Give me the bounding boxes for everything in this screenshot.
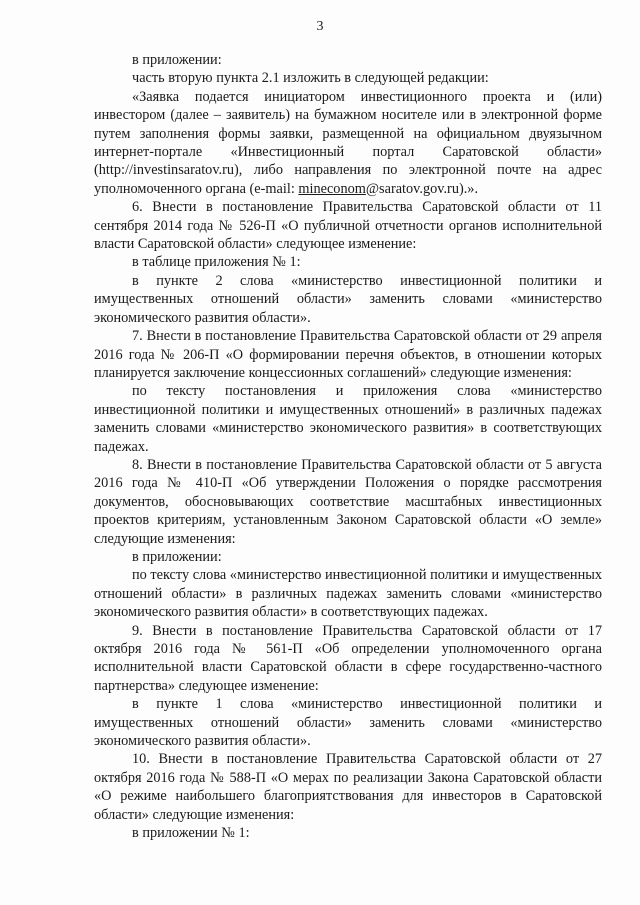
paragraph-item-6-change: в пункте 2 слова «министерство инвестиционной политики и имущественных отношений области» заменить словами «министерство экономического развития области». — [94, 272, 602, 326]
paragraph-part-two-instruction: часть вторую пункта 2.1 изложить в следующей редакции: — [132, 70, 489, 87]
paragraph-item-8-appendix: в приложении: — [132, 548, 222, 565]
page-number: 3 — [316, 19, 324, 34]
paragraph-item-10-appendix: в приложении № 1: — [132, 825, 250, 842]
paragraph-item-8-change: по тексту слова «министерство инвестиционной политики и имущественных отношений области» в различных падежах заменить словами «министерство экономического развития области» в соответствующих падежах. — [94, 567, 602, 621]
paragraph-item-7-change: по тексту постановления и приложения слова «министерство инвестиционной политики и имущественных отношений» в различных падежах заменить словами «министерство экономического развития» в соответствующих падежах. — [94, 383, 602, 455]
paragraph-item-6: 6. Внести в постановление Правительства Саратовской области от 11 сентября 2014 года № 526-П «О публичной отчетности органов исполнительной власти Саратовской области» следующее изменение: — [94, 199, 602, 253]
application-quote-text: «Заявка подается инициатором инвестиционного проекта и (или) инвестором (далее – заявитель) на бумажном носителе или в электронной форме путем заполнения формы заявки, размещенной на официальном двуязычном интернет-портале «Инвестиционный портал Саратовской области» (http://investinsaratov.ru), либо направления по электронной почте на адрес уполномоченного органа (e-mail: — [94, 88, 602, 197]
paragraph-item-9: 9. Внести в постановление Правительства Саратовской области от 17 октября 2016 года № 561-П «Об определении уполномоченного органа исполнительной власти Саратовской области в сфере государственно-частного партнерства» следующее изменение: — [94, 622, 602, 694]
paragraph-item-6-table: в таблице приложения № 1: — [132, 254, 301, 271]
paragraph-application-quote — [94, 88, 602, 198]
document-body — [94, 51, 602, 842]
paragraph-item-9-change: в пункте 1 слова «министерство инвестиционной политики и имущественных отношений области» заменить словами «министерство экономического развития области». — [94, 696, 602, 750]
paragraph-appendix-intro: в приложении: — [132, 52, 222, 68]
paragraph-item-10: 10. Внести в постановление Правительства Саратовской области от 27 октября 2016 года № 588-П «О мерах по реализации Закона Саратовской области «О режиме наибольшего благоприятствования для инвесторов в Саратовской области» следующие изменения: — [94, 751, 602, 823]
application-quote-end: @saratov.gov.ru).». — [365, 180, 479, 197]
paragraph-item-8: 8. Внести в постановление Правительства Саратовской области от 5 августа 2016 года № 410-П «Об утверждении Положения о порядке рассмотрения документов, обосновывающих соответствие масштабных инвестиционных проектов критериям, установленным Законом Саратовской области «О земле» следующие изменения: — [94, 456, 602, 547]
paragraph-item-7: 7. Внести в постановление Правительства Саратовской области от 29 апреля 2016 года № 206-П «О формировании перечня объектов, в отношении которых планируется заключение концессионных соглашений» следующие изменения: — [94, 328, 602, 381]
email-link[interactable]: mineconom — [298, 180, 366, 197]
